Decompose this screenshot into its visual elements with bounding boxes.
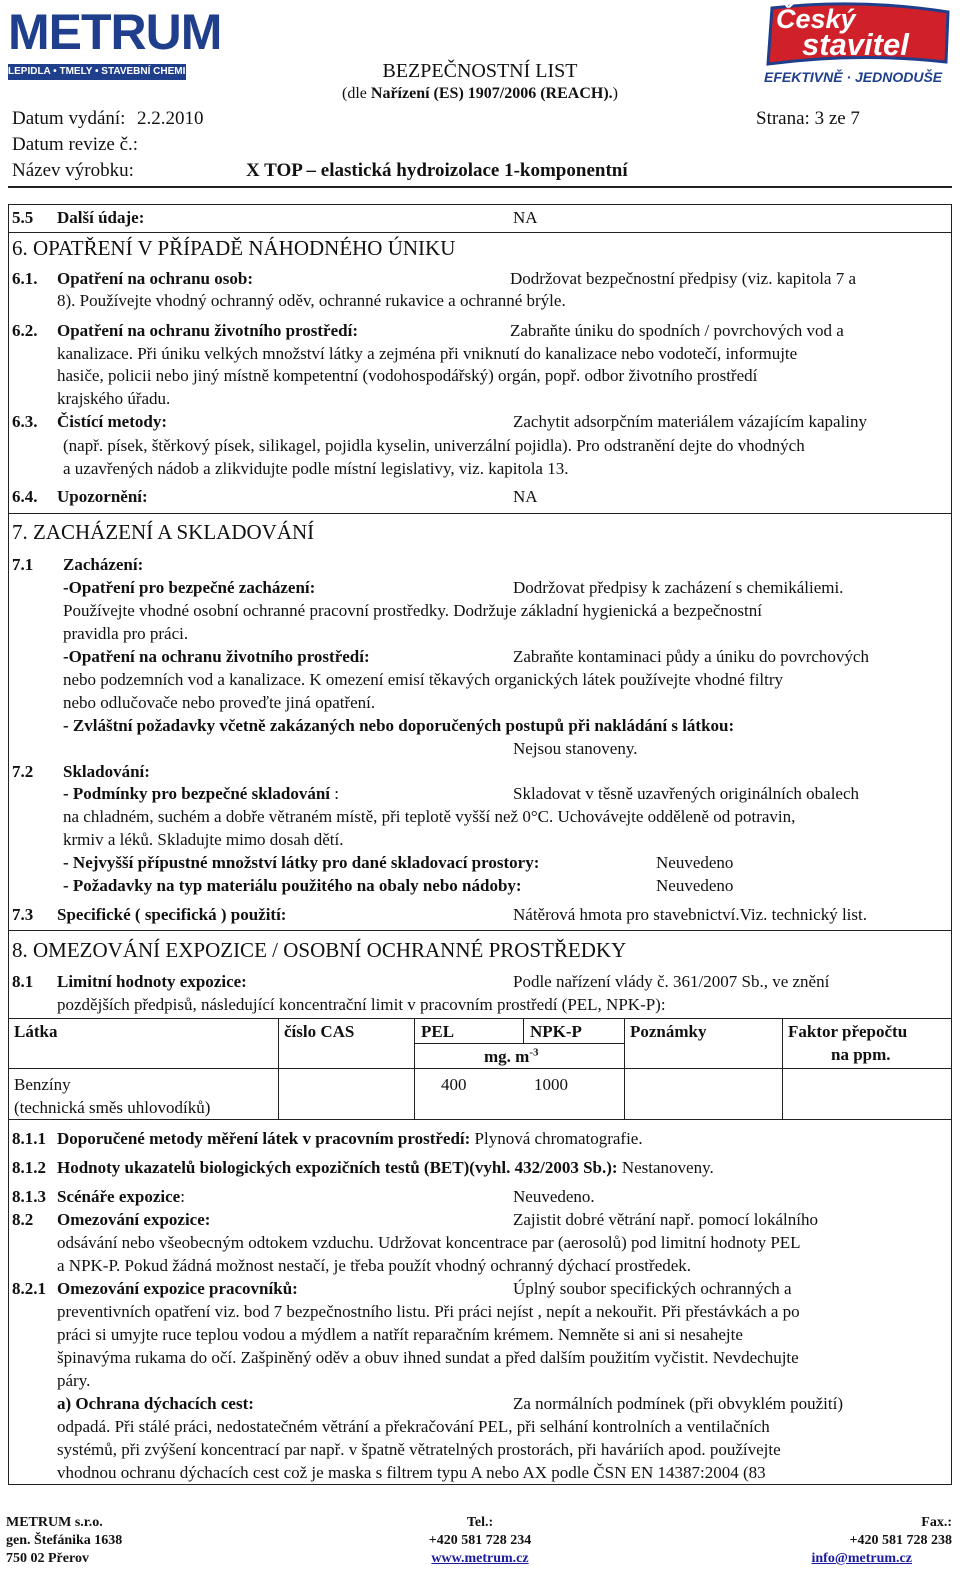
table-header-unit xyxy=(484,1047,539,1067)
s63-text-1: Zachytit adsorpčním materiálem vázajícím kapaliny xyxy=(513,412,868,431)
document-subtitle-pre: (dle xyxy=(342,85,371,102)
s62-text-3: hasiče, policii nebo jiný místně kompetentní (vodohospodářský) orgán, popř. odbor životního prostředí xyxy=(57,366,758,385)
s55-number: 5.5 xyxy=(12,208,34,227)
issue-date-label: Datum vydání: xyxy=(12,108,126,129)
table-row-npk: 1000 xyxy=(534,1075,568,1094)
s72-cond-text-3: krmiv a léků. Skladujte mimo dosah dětí. xyxy=(63,830,344,849)
document-subtitle xyxy=(0,84,960,104)
s72-material-label: - Požadavky na typ materiálu použitého na obaly nebo nádoby: xyxy=(63,876,522,895)
s812-line xyxy=(57,1158,714,1178)
document-title: BEZPEČNOSTNÍ LIST xyxy=(382,60,578,82)
respiratory-protection-text-3: systémů, při zvýšení koncentrací par např. v špatně větratelných prostorách, při haváriích apod. používejte xyxy=(57,1440,781,1459)
s821-label: Omezování expozice pracovníků: xyxy=(57,1279,298,1298)
s72-cond-label: - Podmínky pro bezpečné skladování xyxy=(63,784,331,803)
footer-street: gen. Štefánika 1638 xyxy=(6,1533,123,1548)
table-header-border xyxy=(8,1068,952,1069)
s63-text-3: a uzavřených nádob a zlikvidujte podle místní legislativy, viz. kapitola 13. xyxy=(63,459,569,478)
s813-label: Scénáře expozice xyxy=(57,1187,181,1206)
s61-text-1: Dodržovat bezpečnostní předpisy (viz. kapitola 7 a xyxy=(510,269,857,288)
table-row-substance-2: (technická směs uhlovodíků) xyxy=(14,1098,211,1117)
s812-value: Nestanoveny. xyxy=(617,1158,714,1177)
footer-email-link[interactable]: info@metrum.cz xyxy=(811,1551,912,1566)
s82-label: Omezování expozice: xyxy=(57,1210,211,1229)
respiratory-protection-label: a) Ochrana dýchacích cest: xyxy=(57,1394,254,1413)
s813-number: 8.1.3 xyxy=(12,1187,46,1206)
table-col-divider-4 xyxy=(624,1018,625,1119)
product-name: X TOP – elastická hydroizolace 1-komponentní xyxy=(246,160,628,181)
s81-text-2: pozdějších předpisů, následující koncentrační limit v pracovním prostředí (PEL, NPK-P): xyxy=(57,995,666,1014)
s72-cond-label-wrap xyxy=(63,784,339,804)
s812-label: Hodnoty ukazatelů biologických expozičních testů (BET)(vyhl. 432/2003 Sb.): xyxy=(57,1158,618,1177)
s71-safe-text-1: Dodržovat předpisy k zacházení s chemikáliemi. xyxy=(513,578,844,597)
table-header-pel: PEL xyxy=(421,1022,455,1041)
s82-text-3: a NPK-P. Pokud žádná možnost nestačí, je třeba použít vhodný ochranný dýchací prostředek. xyxy=(57,1256,692,1275)
frame-left-border xyxy=(8,204,9,1484)
s72-max-value: Neuvedeno xyxy=(656,853,734,872)
table-bottom-border xyxy=(8,1119,952,1120)
table-header-npk: NPK-P xyxy=(530,1022,582,1041)
section-7-title: 7. ZACHÁZENÍ A SKLADOVÁNÍ xyxy=(12,520,315,544)
s72-material-value: Neuvedeno xyxy=(656,876,734,895)
s71-env-text-3: nebo odlučovače nebo proveďte jiná opatření. xyxy=(63,693,376,712)
product-label: Název výrobku: xyxy=(12,160,134,181)
s62-number: 6.2. xyxy=(12,321,38,340)
s82-number: 8.2 xyxy=(12,1210,34,1229)
s73-number: 7.3 xyxy=(12,905,34,924)
respiratory-protection-text-1: Za normálních podmínek (při obvyklém použití) xyxy=(513,1394,844,1413)
s62-text-2: kanalizace. Při úniku velkých množství látky a zejména při vniknutí do kanalizace nebo vodotečí, informujte xyxy=(57,344,798,363)
table-header-unit-text: mg. m xyxy=(484,1047,530,1066)
table-header-notes: Poznámky xyxy=(630,1022,707,1041)
footer-fax: +420 581 728 238 xyxy=(849,1533,952,1548)
footer-fax-label: Fax.: xyxy=(921,1515,952,1530)
s71-env-text-2: nebo podzemních vod a kanalizace. K omezení emisí těkavých organických látek používejte vhodné filtry xyxy=(63,670,784,689)
s81-label: Limitní hodnoty expozice: xyxy=(57,972,247,991)
s71-safe-text-2: Používejte vhodné osobní ochranné pracovní prostředky. Dodržuje základní hygienická a bezpečnostní xyxy=(63,601,762,620)
footer-tel-label: Tel.: xyxy=(466,1515,494,1530)
s64-label: Upozornění: xyxy=(57,487,148,506)
s63-text-2: (např. písek, štěrkový písek, silikagel, pojidla kyselin, univerzální pojidla). Pro odstranění dejte do vhodných xyxy=(63,436,805,455)
s81-text-1: Podle nařízení vlády č. 361/2007 Sb., ve znění xyxy=(513,972,830,991)
s811-line xyxy=(57,1129,643,1149)
respiratory-protection-text-4: vhodnou ochranu dýchacích cest což je maska s filtrem typu A nebo AX podle ČSN EN 14387:2004 (83 xyxy=(57,1463,766,1482)
s62-text-4: krajského úřadu. xyxy=(57,389,171,408)
footer-company: METRUM s.r.o. xyxy=(6,1515,103,1530)
s811-number: 8.1.1 xyxy=(12,1129,46,1148)
table-header-unit-exponent: -3 xyxy=(529,1046,539,1059)
s813-colon: : xyxy=(180,1187,185,1206)
s64-value: NA xyxy=(513,487,538,506)
table-header-factor-1: Faktor přepočtu xyxy=(788,1022,908,1041)
s73-value: Nátěrová hmota pro stavebnictví.Viz. technický list. xyxy=(513,905,867,924)
footer-city: 750 02 Přerov xyxy=(6,1551,89,1566)
cesky-stavitel-logo-subtitle: EFEKTIVNĚ · JEDNODUŠE xyxy=(764,69,943,85)
s63-label: Čistící metody: xyxy=(57,412,168,431)
table-row-substance-1: Benzíny xyxy=(14,1075,71,1094)
s811-label: Doporučené metody měření látek v pracovním prostředí: xyxy=(57,1129,471,1148)
s72-number: 7.2 xyxy=(12,762,34,781)
document-subtitle-regulation: Nařízení (ES) 1907/2006 (REACH). xyxy=(370,85,613,102)
s72-label: Skladování: xyxy=(63,762,150,781)
s55-label: Další údaje: xyxy=(57,208,145,227)
s821-text-4: špinavýma rukama do očí. Zašpiněný oděv a obuv ihned sundat a před dalším použitím vyčistit. Nevdechujte xyxy=(57,1348,799,1367)
s81-number: 8.1 xyxy=(12,972,34,991)
table-header-factor-2: na ppm. xyxy=(831,1045,891,1064)
s72-cond-colon: : xyxy=(330,784,339,803)
s62-label: Opatření na ochranu životního prostředí: xyxy=(57,321,358,340)
header-divider xyxy=(8,186,952,188)
s71-number: 7.1 xyxy=(12,555,34,574)
metrum-logo-subtitle: LEPIDLA • TMELY • STAVEBNÍ CHEMIE xyxy=(8,64,186,80)
frame-top-border xyxy=(8,204,952,205)
table-header-substance: Látka xyxy=(14,1022,58,1041)
cesky-stavitel-logo-line1: Český xyxy=(776,4,856,34)
table-col-divider-5 xyxy=(782,1018,783,1119)
s61-label: Opatření na ochranu osob: xyxy=(57,269,253,288)
document-subtitle-post: ) xyxy=(612,85,618,102)
issue-date: 2.2.2010 xyxy=(137,108,204,129)
revision-label: Datum revize č.: xyxy=(12,134,139,155)
s82-text-2: odsávání nebo všeobecným odtokem vzduchu. Udržovat koncentrace par (aerosolů) pod limitní hodnoty PEL xyxy=(57,1233,801,1252)
s821-text-2: preventivních opatření viz. bod 7 bezpečnostního listu. Při práci nejíst , nepít a nekouřit. Při přestávkách a po xyxy=(57,1302,800,1321)
table-col-divider-2 xyxy=(414,1018,415,1119)
footer-web-link[interactable]: www.metrum.cz xyxy=(431,1551,529,1566)
table-unit-border xyxy=(414,1043,624,1044)
table-col-divider-1 xyxy=(278,1018,279,1119)
table-header-cas: číslo CAS xyxy=(284,1022,355,1041)
footer-tel: +420 581 728 234 xyxy=(428,1533,532,1548)
s55-divider xyxy=(8,232,952,233)
s821-text-3: práci si umyjte ruce teplou vodou a mýdlem a natřít reparačním krémem. Nemněte si ani si nesahejte xyxy=(57,1325,743,1344)
s63-number: 6.3. xyxy=(12,412,38,431)
section-7-divider xyxy=(8,930,952,931)
s64-number: 6.4. xyxy=(12,487,38,506)
s71-special-value: Nejsou stanoveny. xyxy=(513,739,638,758)
s71-label: Zacházení: xyxy=(63,555,144,574)
s71-special-label: - Zvláštní požadavky včetně zakázaných nebo doporučených postupů při nakládání s látkou: xyxy=(63,716,735,735)
table-top-border xyxy=(8,1018,952,1019)
s821-text-1: Úplný soubor specifických ochranných a xyxy=(513,1279,792,1298)
s71-safe-label: -Opatření pro bezpečné zacházení: xyxy=(63,578,316,597)
cesky-stavitel-logo-line2: stavitel xyxy=(802,27,909,62)
page-number: Strana: 3 ze 7 xyxy=(756,108,860,129)
s811-value: Plynová chromatografie. xyxy=(470,1129,643,1148)
s73-label: Specifické ( specifická ) použití: xyxy=(57,905,287,924)
metrum-logo-text: METRUM xyxy=(8,4,222,60)
s71-env-label: -Opatření na ochranu životního prostředí: xyxy=(63,647,370,666)
s72-max-label: - Nejvyšší přípustné množství látky pro dané skladovací prostory: xyxy=(63,853,540,872)
frame-bottom-border xyxy=(8,1484,952,1485)
s82-text-1: Zajistit dobré větrání např. pomocí lokálního xyxy=(513,1210,818,1229)
s55-value: NA xyxy=(513,208,538,227)
table-row-pel: 400 xyxy=(441,1075,467,1094)
exposure-limits-table xyxy=(8,1018,952,1120)
s821-number: 8.2.1 xyxy=(12,1279,46,1298)
s71-safe-text-3: pravidla pro práci. xyxy=(63,624,189,643)
s812-number: 8.1.2 xyxy=(12,1158,46,1177)
s61-number: 6.1. xyxy=(12,269,38,288)
section-8-title: 8. OMEZOVÁNÍ EXPOZICE / OSOBNÍ OCHRANNÉ PROSTŘEDKY xyxy=(12,938,627,962)
s71-env-text-1: Zabraňte kontaminaci půdy a úniku do povrchových xyxy=(513,647,869,666)
respiratory-protection-text-2: odpadá. Při stálé práci, nedostatečném větrání a překračování PEL, při selhání kontrolních a ventilačních xyxy=(57,1417,770,1436)
section-6-divider xyxy=(8,513,952,514)
table-col-divider-3 xyxy=(523,1018,524,1043)
s72-cond-text-1: Skladovat v těsně uzavřených originálních obalech xyxy=(513,784,860,803)
section-6-title: 6. OPATŘENÍ V PŘÍPADĚ NÁHODNÉHO ÚNIKU xyxy=(12,236,456,260)
s821-text-5: páry. xyxy=(57,1371,91,1390)
s813-line xyxy=(57,1187,185,1207)
s61-text-2: 8). Používejte vhodný ochranný oděv, ochranné rukavice a ochranné brýle. xyxy=(57,291,566,310)
s813-value: Neuvedeno. xyxy=(513,1187,595,1206)
s62-text-1: Zabraňte úniku do spodních / povrchových vod a xyxy=(510,321,844,340)
s72-cond-text-2: na chladném, suchém a dobře větraném místě, při teplotě vyšší než 0°C. Uchovávejte odděleně od potravin, xyxy=(63,807,796,826)
frame-right-border xyxy=(951,204,952,1484)
